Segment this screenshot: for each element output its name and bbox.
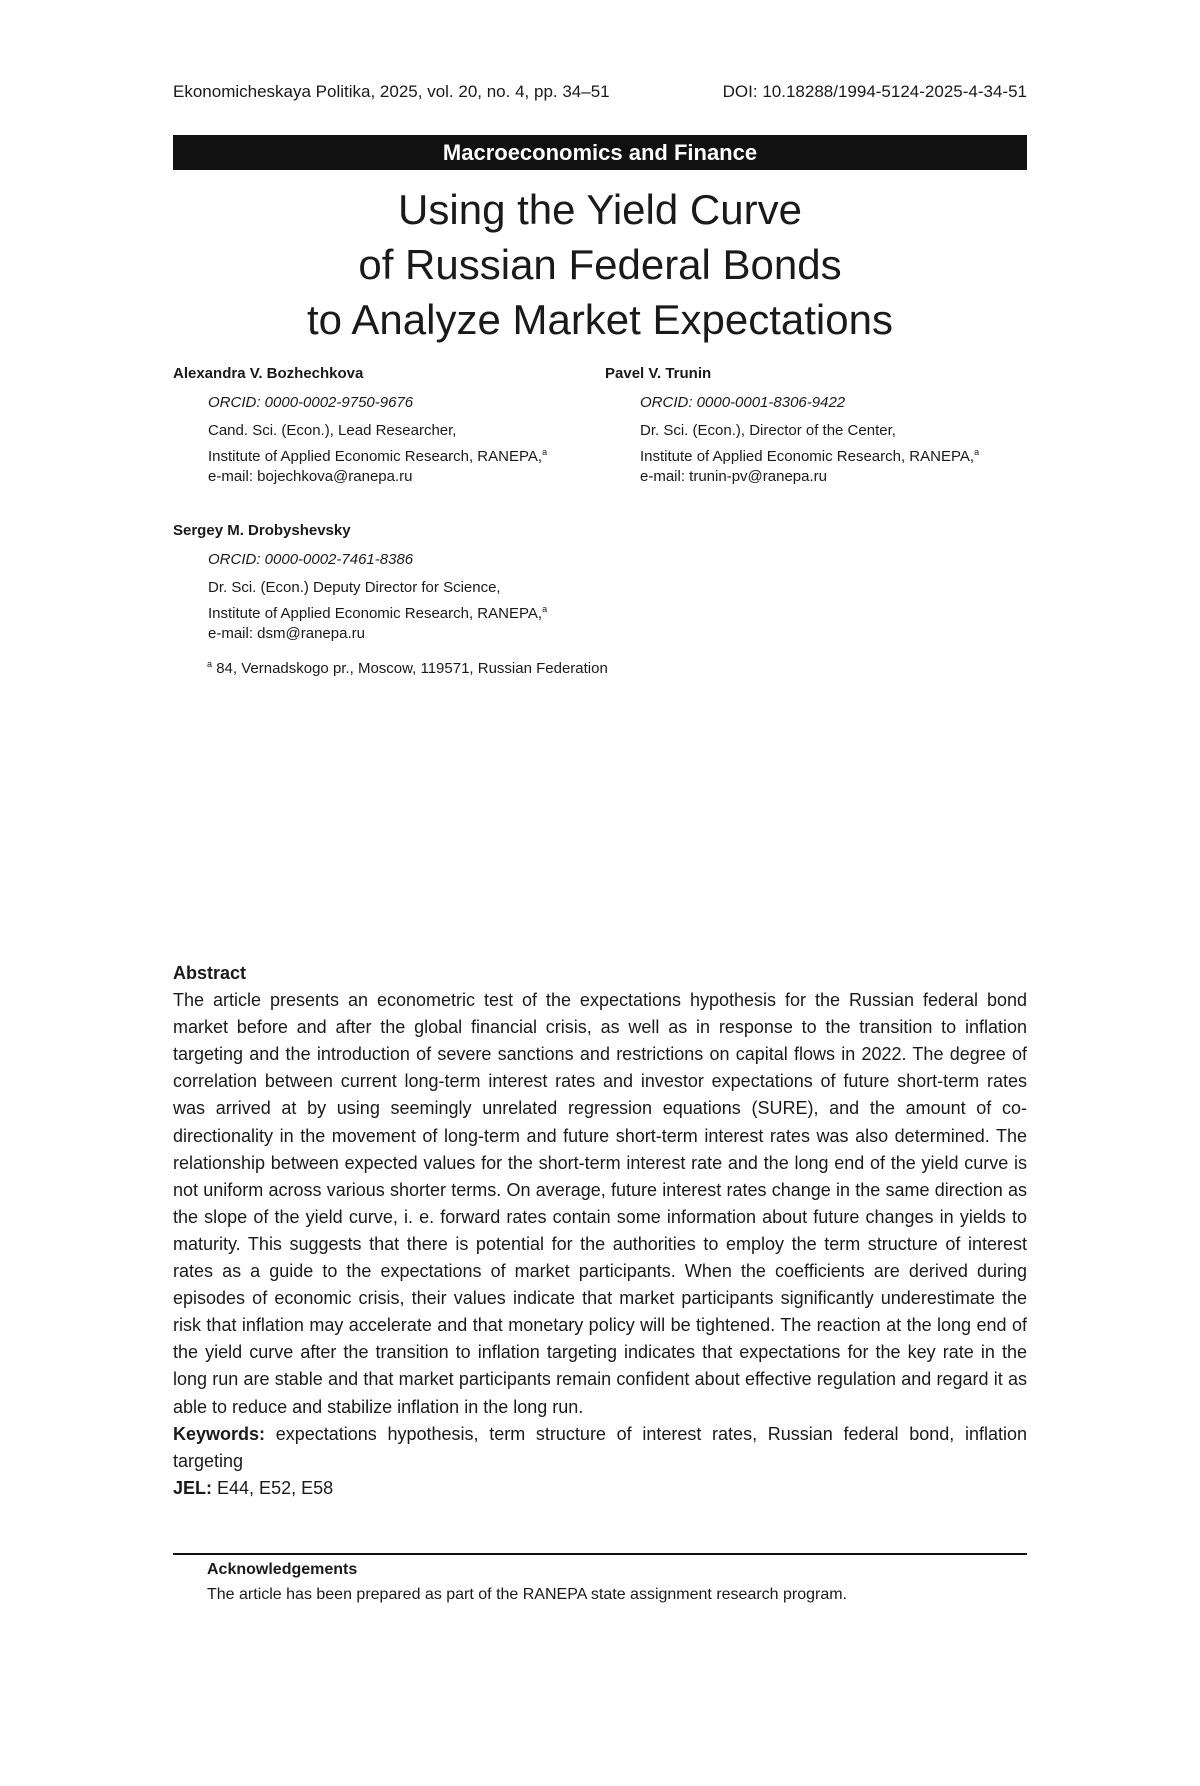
author-email: e-mail: dsm@ranepa.ru: [208, 625, 365, 642]
author-block: [173, 364, 547, 488]
jel-line: [173, 1475, 1027, 1502]
section-band: [173, 135, 1027, 170]
abstract-section: [173, 960, 1027, 1502]
title-line: of Russian Federal Bonds: [358, 241, 842, 288]
keywords: expectations hypothesis, term structure of interest rates, Russian federal bond, inflation targeting: [173, 1423, 1027, 1471]
journal-citation: Ekonomicheskaya Politika, 2025, vol. 20, no. 4, pp. 34–51: [173, 82, 610, 101]
affiliation-mark: a: [974, 446, 980, 457]
acknowledgements-heading: Acknowledgements: [207, 1561, 358, 1578]
author-name: Alexandra V. Bozhechkova: [173, 365, 364, 382]
author-orcid: ORCID: 0000-0002-7461-8386: [208, 550, 414, 568]
divider: [173, 1553, 1027, 1555]
author-orcid: ORCID: 0000-0001-8306-9422: [640, 393, 846, 411]
affiliation-mark: a: [207, 659, 213, 669]
keywords-line: [173, 1421, 1027, 1475]
affiliation-mark: a: [542, 603, 548, 614]
author-position: Dr. Sci. (Econ.), Director of the Center,: [640, 422, 896, 439]
running-header: [173, 82, 1027, 102]
author-name: Sergey M. Drobyshevsky: [173, 522, 351, 539]
author-name: Pavel V. Trunin: [605, 365, 712, 382]
title-line: to Analyze Market Expectations: [307, 296, 893, 343]
affiliation-note: [207, 659, 608, 677]
affiliation-mark: a: [542, 446, 548, 457]
author-position: Dr. Sci. (Econ.) Deputy Director for Science,: [208, 579, 501, 596]
author-institute: Institute of Applied Economic Research, RANEPA,: [208, 447, 543, 465]
jel-codes: E44, E52, E58: [217, 1477, 334, 1498]
affiliation-address: 84, Vernadskogo pr., Moscow, 119571, Russian Federation: [216, 660, 608, 677]
doi: DOI: 10.18288/1994-5124-2025-4-34-51: [722, 82, 1027, 101]
author-institute: Institute of Applied Economic Research, RANEPA,: [208, 604, 543, 622]
keywords-label: Keywords:: [173, 1423, 266, 1444]
author-position: Cand. Sci. (Econ.), Lead Researcher,: [208, 422, 457, 439]
jel-label: JEL:: [173, 1477, 213, 1498]
abstract-heading: Abstract: [173, 963, 247, 983]
author-email: e-mail: trunin-pv@ranepa.ru: [640, 468, 827, 485]
title-line: Using the Yield Curve: [398, 186, 802, 233]
author-block: [173, 521, 547, 645]
acknowledgements-text: The article has been prepared as part of the RANEPA state assignment research program.: [207, 1586, 848, 1603]
article-title: [173, 182, 1027, 347]
author-orcid: ORCID: 0000-0002-9750-9676: [208, 393, 414, 411]
author-email: e-mail: bojechkova@ranepa.ru: [208, 468, 413, 485]
author-institute: Institute of Applied Economic Research, RANEPA,: [640, 447, 975, 465]
acknowledgements: [207, 1557, 847, 1607]
abstract-text: The article presents an econometric test of the expectations hypothesis for the Russian federal bond market before and after the global financial crisis, as well as in response to the transition to inflation targeting and the introduction of severe sanctions and restrictions on capital flows in 2022. The degree of correlation between current long-term interest rates and investor expectations of future short-term rates was arrived at by using seemingly unrelated regression equations (SURE), and the amount of co-directionality in the movement of long-term and future short-term interest rates was also determined. The relationship between expected values for the short-term interest rate and the long end of the yield curve is not uniform across various shorter terms. On average, future interest rates change in the same direction as the slope of the yield curve, i. e. forward rates contain some information about future changes in yields to maturity. This suggests that there is potential for the authorities to employ the term structure of interest rates as a guide to the expectations of market participants. When the coefficients are derived during episodes of economic crisis, their values indicate that market participants significantly underestimate the risk that inflation may accelerate and that monetary policy will be tightened. The reaction at the long end of the yield curve after the transition to inflation targeting indicates that expectations for the key rate in the long run are stable and that market participants remain confident about effective regulation and regard it as able to reduce and stabilize inflation in the long run.: [173, 990, 1027, 1417]
author-block: [605, 364, 979, 488]
section-title: Macroeconomics and Finance: [442, 139, 758, 165]
